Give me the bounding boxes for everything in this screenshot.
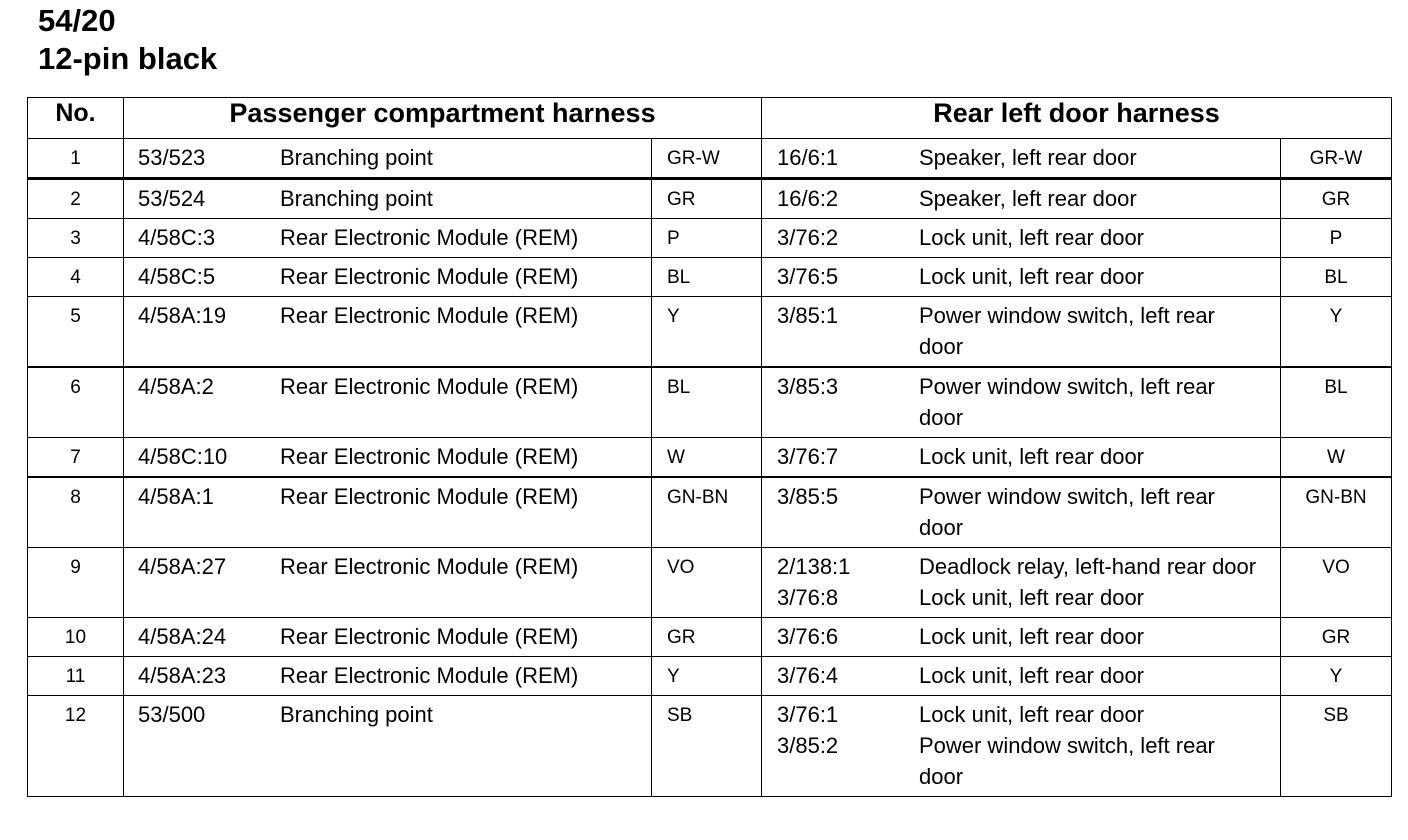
rear-wire-color: Y bbox=[1281, 657, 1392, 696]
rear-entry bbox=[777, 730, 1280, 792]
passenger-description: Rear Electronic Module (REM) bbox=[280, 663, 579, 688]
passenger-wire-color: BL bbox=[652, 258, 762, 297]
passenger-cell bbox=[124, 657, 652, 696]
rear-code: 3/85:3 bbox=[777, 374, 839, 399]
passenger-cell bbox=[124, 258, 652, 297]
passenger-wire-color: Y bbox=[652, 657, 762, 696]
rear-code: 3/76:8 bbox=[777, 585, 839, 610]
pin-number: 4 bbox=[28, 258, 124, 297]
table-row bbox=[28, 139, 1392, 179]
rear-code: 2/138:1 bbox=[777, 554, 851, 579]
passenger-code: 4/58C:10 bbox=[138, 444, 228, 469]
passenger-description: Rear Electronic Module (REM) bbox=[280, 225, 579, 250]
header-rear-left-door-harness: Rear left door harness bbox=[762, 98, 1392, 139]
passenger-wire-color: Y bbox=[652, 297, 762, 368]
rear-description: Lock unit, left rear door bbox=[919, 585, 1145, 610]
rear-description: Speaker, left rear door bbox=[919, 186, 1137, 211]
rear-description: Power window switch, left rear door bbox=[919, 733, 1215, 789]
rear-code: 3/76:2 bbox=[777, 225, 839, 250]
table-row bbox=[28, 657, 1392, 696]
rear-code: 3/76:6 bbox=[777, 624, 839, 649]
pin-number: 9 bbox=[28, 548, 124, 618]
passenger-description: Rear Electronic Module (REM) bbox=[280, 624, 579, 649]
rear-description: Lock unit, left rear door bbox=[919, 624, 1145, 649]
passenger-wire-color: GR bbox=[652, 179, 762, 219]
rear-cell bbox=[762, 696, 1281, 797]
passenger-wire-color: GN-BN bbox=[652, 477, 762, 548]
passenger-description: Rear Electronic Module (REM) bbox=[280, 554, 579, 579]
passenger-wire-color: VO bbox=[652, 548, 762, 618]
rear-description: Power window switch, left rear door bbox=[919, 303, 1215, 359]
table-header-row bbox=[28, 98, 1392, 139]
rear-code: 3/76:1 bbox=[777, 702, 839, 727]
rear-wire-color: GR bbox=[1281, 618, 1392, 657]
passenger-code: 53/523 bbox=[138, 145, 206, 170]
rear-description: Power window switch, left rear door bbox=[919, 484, 1215, 540]
table-row bbox=[28, 618, 1392, 657]
rear-entry bbox=[777, 142, 1280, 173]
rear-entry bbox=[777, 582, 1280, 613]
pin-number: 8 bbox=[28, 477, 124, 548]
header-no: No. bbox=[28, 98, 124, 139]
table-row bbox=[28, 297, 1392, 368]
rear-cell bbox=[762, 297, 1281, 368]
connector-id: 54/20 bbox=[38, 3, 116, 38]
passenger-code: 4/58A:2 bbox=[138, 374, 214, 399]
table-row bbox=[28, 548, 1392, 618]
passenger-code: 4/58C:3 bbox=[138, 225, 216, 250]
passenger-wire-color: SB bbox=[652, 696, 762, 797]
rear-cell bbox=[762, 438, 1281, 478]
passenger-wire-color: GR-W bbox=[652, 139, 762, 179]
rear-cell bbox=[762, 477, 1281, 548]
rear-entry bbox=[777, 441, 1280, 472]
passenger-cell bbox=[124, 297, 652, 368]
rear-cell bbox=[762, 657, 1281, 696]
pin-number: 1 bbox=[28, 139, 124, 179]
passenger-code: 4/58A:1 bbox=[138, 484, 214, 509]
rear-cell bbox=[762, 179, 1281, 219]
rear-entry bbox=[777, 300, 1280, 362]
passenger-code: 4/58A:24 bbox=[138, 624, 227, 649]
rear-entry bbox=[777, 183, 1280, 214]
table-row bbox=[28, 219, 1392, 258]
passenger-description: Rear Electronic Module (REM) bbox=[280, 444, 579, 469]
rear-entry bbox=[777, 621, 1280, 652]
rear-code: 3/76:5 bbox=[777, 264, 839, 289]
passenger-description: Rear Electronic Module (REM) bbox=[280, 264, 579, 289]
rear-cell bbox=[762, 139, 1281, 179]
rear-code: 16/6:2 bbox=[777, 186, 839, 211]
rear-code: 3/76:4 bbox=[777, 663, 839, 688]
rear-description: Power window switch, left rear door bbox=[919, 374, 1215, 430]
table-row bbox=[28, 367, 1392, 438]
table-row bbox=[28, 696, 1392, 797]
pin-number: 12 bbox=[28, 696, 124, 797]
passenger-cell bbox=[124, 139, 652, 179]
pin-number: 6 bbox=[28, 367, 124, 438]
rear-description: Deadlock relay, left-hand rear door bbox=[919, 554, 1257, 579]
rear-wire-color: BL bbox=[1281, 367, 1392, 438]
table-row bbox=[28, 438, 1392, 478]
rear-wire-color: Y bbox=[1281, 297, 1392, 368]
rear-entry bbox=[777, 222, 1280, 253]
rear-description: Lock unit, left rear door bbox=[919, 444, 1145, 469]
rear-code: 3/85:5 bbox=[777, 484, 839, 509]
pin-number: 7 bbox=[28, 438, 124, 478]
rear-entry bbox=[777, 261, 1280, 292]
passenger-description: Rear Electronic Module (REM) bbox=[280, 303, 579, 328]
rear-wire-color: GR-W bbox=[1281, 139, 1392, 179]
passenger-description: Branching point bbox=[280, 145, 433, 170]
rear-wire-color: GR bbox=[1281, 179, 1392, 219]
passenger-code: 53/524 bbox=[138, 186, 206, 211]
passenger-wire-color: GR bbox=[652, 618, 762, 657]
pin-number: 5 bbox=[28, 297, 124, 368]
pin-table bbox=[27, 97, 1392, 797]
passenger-cell bbox=[124, 438, 652, 478]
rear-description: Lock unit, left rear door bbox=[919, 702, 1145, 727]
rear-description: Lock unit, left rear door bbox=[919, 264, 1145, 289]
passenger-code: 4/58C:5 bbox=[138, 264, 216, 289]
passenger-description: Rear Electronic Module (REM) bbox=[280, 484, 579, 509]
passenger-code: 4/58A:27 bbox=[138, 554, 227, 579]
rear-description: Speaker, left rear door bbox=[919, 145, 1137, 170]
passenger-cell bbox=[124, 367, 652, 438]
table-row bbox=[28, 258, 1392, 297]
rear-code: 3/85:1 bbox=[777, 303, 839, 328]
passenger-cell bbox=[124, 477, 652, 548]
rear-entry bbox=[777, 481, 1280, 543]
passenger-wire-color: P bbox=[652, 219, 762, 258]
rear-code: 3/85:2 bbox=[777, 733, 839, 758]
passenger-code: 4/58A:23 bbox=[138, 663, 227, 688]
passenger-cell bbox=[124, 179, 652, 219]
rear-cell bbox=[762, 367, 1281, 438]
rear-code: 16/6:1 bbox=[777, 145, 839, 170]
rear-cell bbox=[762, 548, 1281, 618]
passenger-cell bbox=[124, 696, 652, 797]
passenger-code: 53/500 bbox=[138, 702, 206, 727]
rear-entry bbox=[777, 699, 1280, 730]
rear-cell bbox=[762, 219, 1281, 258]
rear-entry bbox=[777, 371, 1280, 433]
pin-number: 10 bbox=[28, 618, 124, 657]
connector-description: 12-pin black bbox=[38, 41, 218, 76]
passenger-description: Branching point bbox=[280, 702, 433, 727]
rear-cell bbox=[762, 618, 1281, 657]
pin-number: 3 bbox=[28, 219, 124, 258]
rear-wire-color: VO bbox=[1281, 548, 1392, 618]
rear-entry bbox=[777, 660, 1280, 691]
passenger-wire-color: BL bbox=[652, 367, 762, 438]
passenger-description: Rear Electronic Module (REM) bbox=[280, 374, 579, 399]
passenger-cell bbox=[124, 618, 652, 657]
passenger-code: 4/58A:19 bbox=[138, 303, 227, 328]
rear-entry bbox=[777, 551, 1280, 582]
table-row bbox=[28, 179, 1392, 219]
rear-wire-color: P bbox=[1281, 219, 1392, 258]
rear-wire-color: GN-BN bbox=[1281, 477, 1392, 548]
passenger-cell bbox=[124, 548, 652, 618]
rear-description: Lock unit, left rear door bbox=[919, 225, 1145, 250]
rear-wire-color: SB bbox=[1281, 696, 1392, 797]
table-row bbox=[28, 477, 1392, 548]
passenger-cell bbox=[124, 219, 652, 258]
rear-description: Lock unit, left rear door bbox=[919, 663, 1145, 688]
rear-cell bbox=[762, 258, 1281, 297]
rear-wire-color: W bbox=[1281, 438, 1392, 478]
passenger-wire-color: W bbox=[652, 438, 762, 478]
header-passenger-harness: Passenger compartment harness bbox=[124, 98, 762, 139]
pin-number: 11 bbox=[28, 657, 124, 696]
rear-wire-color: BL bbox=[1281, 258, 1392, 297]
rear-code: 3/76:7 bbox=[777, 444, 839, 469]
passenger-description: Branching point bbox=[280, 186, 433, 211]
pin-number: 2 bbox=[28, 179, 124, 219]
